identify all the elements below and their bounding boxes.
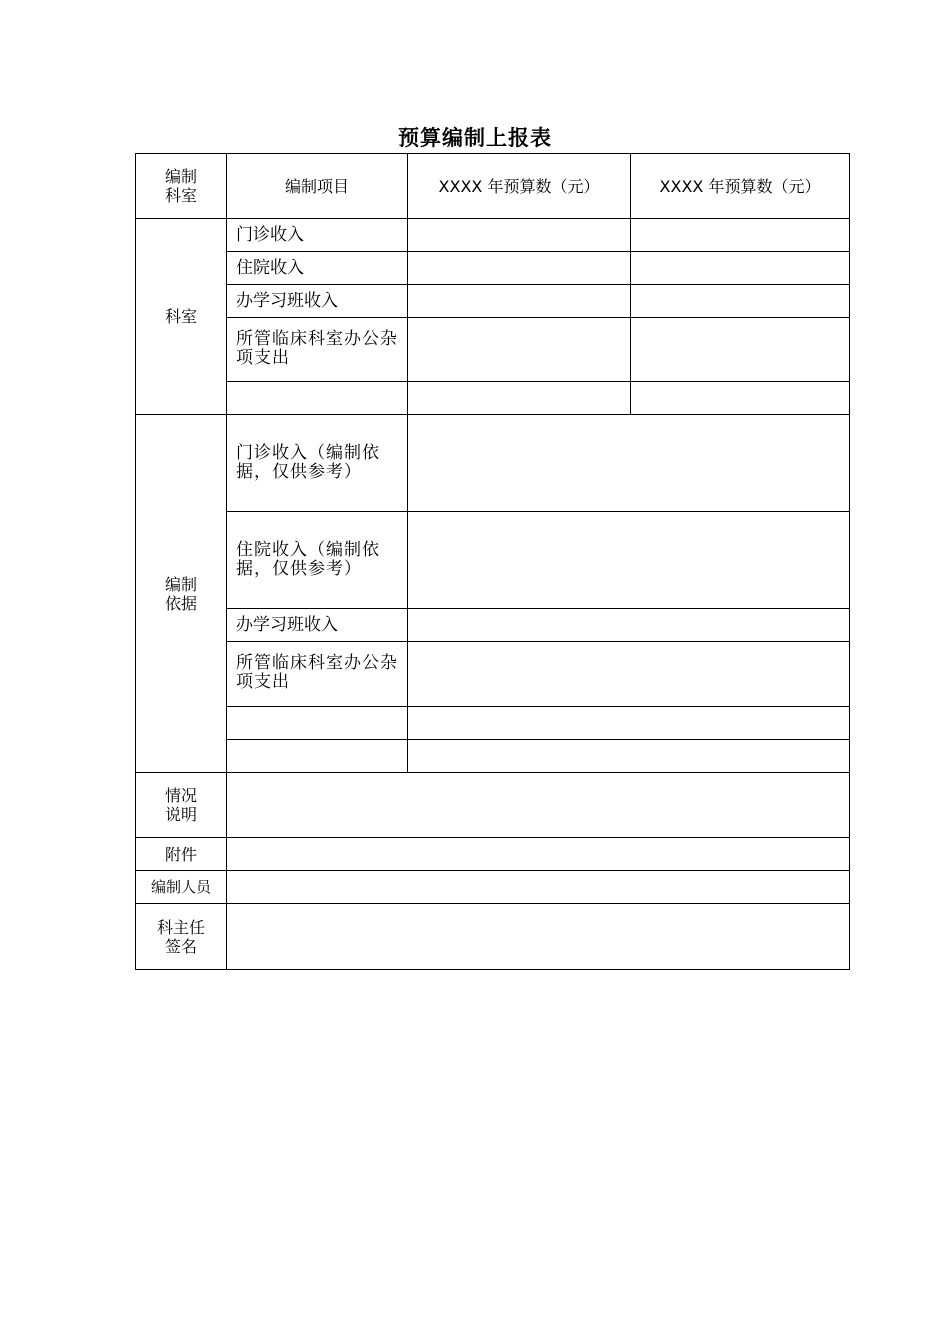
notes-row <box>136 773 850 838</box>
dept-item-4: 所管临床科室办公杂项支出 <box>236 329 398 368</box>
basis-row-2 <box>136 512 850 609</box>
signature-row <box>136 904 850 970</box>
attachment-label: 附件 <box>136 838 227 871</box>
basis-value-input-5[interactable] <box>408 707 850 740</box>
dept-year1-input-1[interactable] <box>408 219 631 252</box>
dept-year2-input-1[interactable] <box>631 219 850 252</box>
basis-value-input-4[interactable] <box>408 642 850 707</box>
basis-row-1 <box>136 415 850 512</box>
basis-item-1-cell <box>227 415 408 512</box>
basis-item-3: 办学习班收入 <box>227 609 408 642</box>
header-unit-cell <box>136 154 227 219</box>
basis-item-4-cell <box>227 642 408 707</box>
notes-label-cell <box>136 773 227 838</box>
dept-item-3: 办学习班收入 <box>227 285 408 318</box>
dept-year1-input-3[interactable] <box>408 285 631 318</box>
dept-year2-input-4[interactable] <box>631 318 850 382</box>
basis-item-2: 住院收入（编制依据，仅供参考） <box>236 540 380 579</box>
attachment-input[interactable] <box>227 838 850 871</box>
page-title: 预算编制上报表 <box>398 126 552 150</box>
basis-row-4 <box>136 642 850 707</box>
basis-value-input-3[interactable] <box>408 609 850 642</box>
header-year2-cell: XXXX 年预算数（元） <box>631 154 850 219</box>
dept-item-2: 住院收入 <box>227 252 408 285</box>
basis-item-5[interactable] <box>227 707 408 740</box>
header-item-cell: 编制项目 <box>227 154 408 219</box>
notes-input[interactable] <box>227 773 850 838</box>
dept-year1-input-2[interactable] <box>408 252 631 285</box>
basis-section-label: 编制依据 <box>164 574 197 613</box>
signature-label-cell <box>136 904 227 970</box>
basis-row-6 <box>136 740 850 773</box>
header-unit-label: 编制科室 <box>164 167 197 205</box>
notes-label: 情况说明 <box>164 786 197 824</box>
dept-year2-input-2[interactable] <box>631 252 850 285</box>
preparer-row <box>136 871 850 904</box>
dept-row-1 <box>136 219 850 252</box>
dept-row-5 <box>136 382 850 415</box>
basis-section-label-cell <box>136 415 227 773</box>
header-year1-cell: XXXX 年预算数（元） <box>408 154 631 219</box>
dept-row-2 <box>136 252 850 285</box>
signature-input[interactable] <box>227 904 850 970</box>
basis-row-3 <box>136 609 850 642</box>
basis-value-input-1[interactable] <box>408 415 850 512</box>
dept-year1-input-4[interactable] <box>408 318 631 382</box>
header-row <box>136 154 850 219</box>
dept-item-4-cell <box>227 318 408 382</box>
dept-year2-input-3[interactable] <box>631 285 850 318</box>
dept-section-label: 科室 <box>136 219 227 415</box>
signature-label: 科主任签名 <box>156 917 205 956</box>
preparer-input[interactable] <box>227 871 850 904</box>
basis-item-2-cell <box>227 512 408 609</box>
attachment-row <box>136 838 850 871</box>
basis-item-6[interactable] <box>227 740 408 773</box>
dept-row-3 <box>136 285 850 318</box>
basis-item-4: 所管临床科室办公杂项支出 <box>236 653 398 692</box>
basis-value-input-2[interactable] <box>408 512 850 609</box>
basis-item-1: 门诊收入（编制依据，仅供参考） <box>236 443 380 482</box>
basis-value-input-6[interactable] <box>408 740 850 773</box>
budget-report-table <box>135 153 850 970</box>
preparer-label: 编制人员 <box>136 871 227 904</box>
dept-item-5[interactable] <box>227 382 408 415</box>
basis-row-5 <box>136 707 850 740</box>
dept-row-4 <box>136 318 850 382</box>
dept-year1-input-5[interactable] <box>408 382 631 415</box>
dept-item-1: 门诊收入 <box>227 219 408 252</box>
dept-year2-input-5[interactable] <box>631 382 850 415</box>
